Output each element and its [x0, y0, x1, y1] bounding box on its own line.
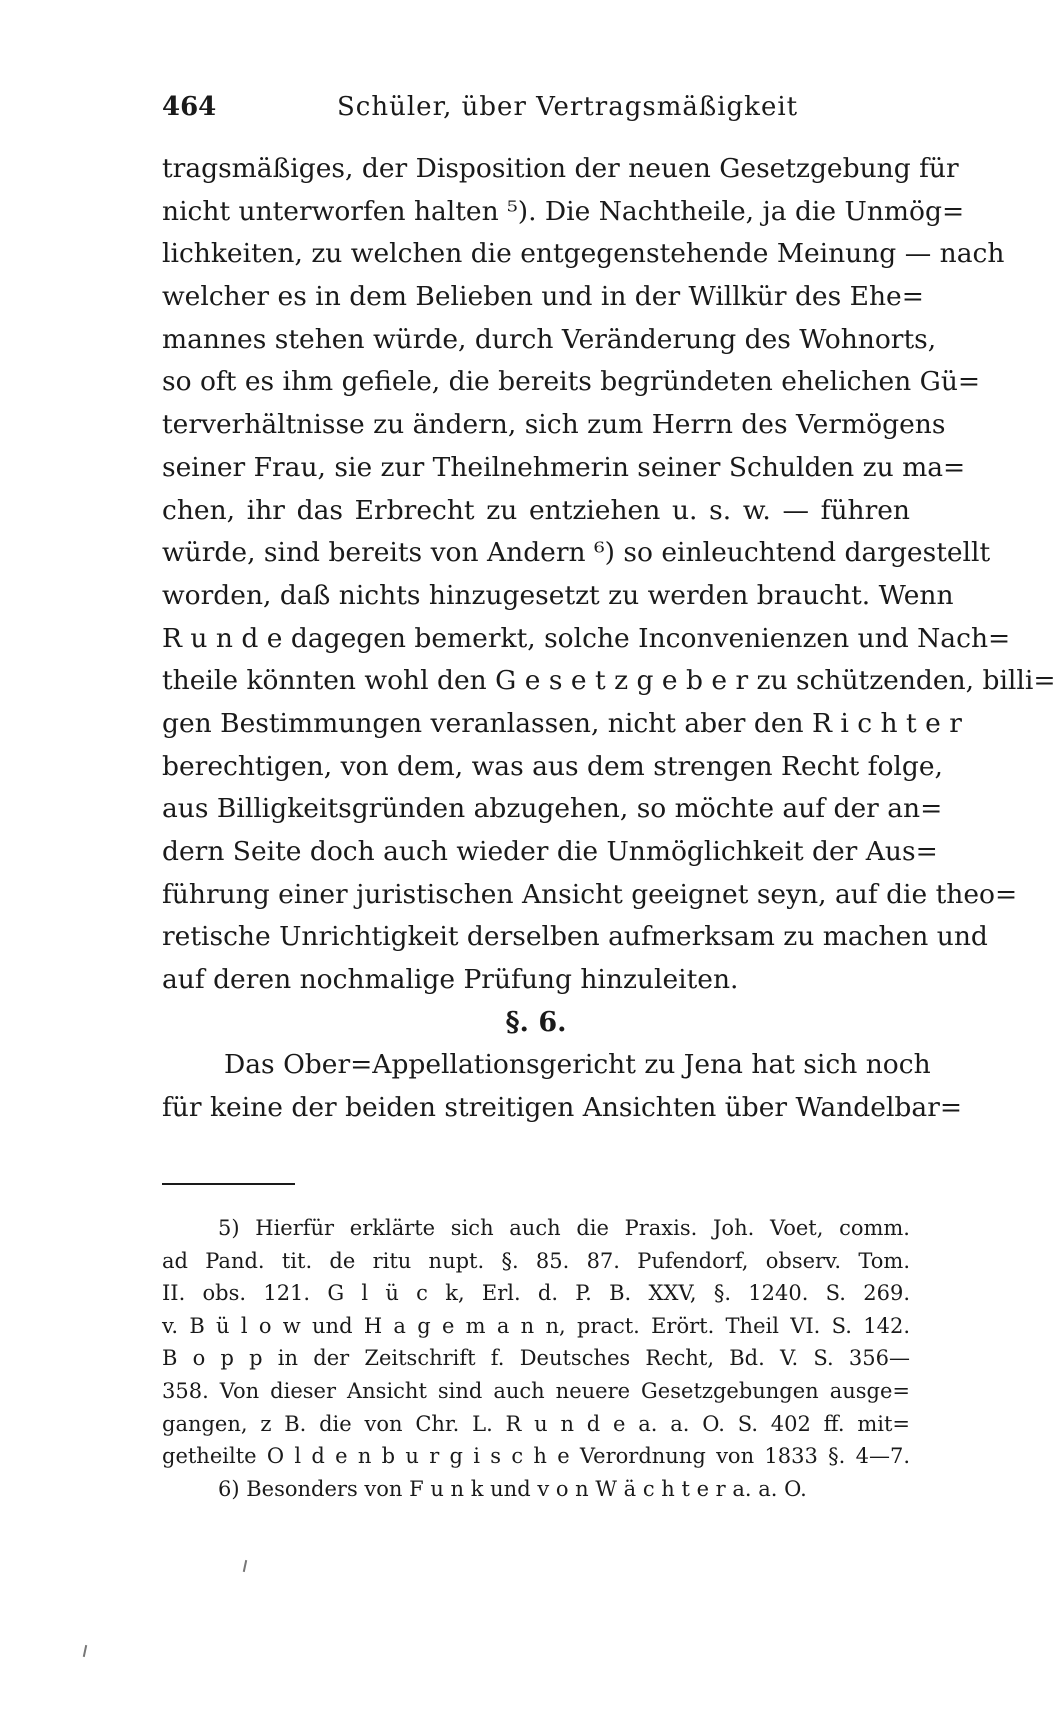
text-line: Das Ober=Appellationsgericht zu Jena hat sich noch	[224, 1049, 931, 1081]
text-line: würde, sind bereits von Andern ⁶) so einleuchtend dargestellt	[162, 537, 991, 569]
footnote-5-line: getheilte O l d e n b u r g i s c h e Verordnung von 1833 §. 4—7.	[162, 1444, 910, 1469]
text-line: R u n d e dagegen bemerkt, solche Inconvenienzen und Nach=	[162, 622, 1011, 654]
page-header	[162, 92, 799, 132]
text-line: worden, daß nichts hinzugesetzt zu werden braucht. Wenn	[162, 579, 954, 611]
footnote-5-line: II. obs. 121. G l ü c k, Erl. d. P. B. XXV, §. 1240. S. 269.	[162, 1281, 910, 1306]
text-line: dern Seite doch auch wieder die Unmöglichkeit der Aus=	[162, 836, 938, 867]
text-line: mannes stehen würde, durch Veränderung des Wohnorts,	[162, 323, 937, 355]
paper-speck	[83, 1645, 87, 1657]
text-line: seiner Frau, sie zur Theilnehmerin seiner Schulden zu ma=	[162, 451, 966, 483]
footnote-5-line: gangen, z B. die von Chr. L. R u n d e a. a. O. S. 402 ff. mit=	[162, 1411, 910, 1436]
paper-speck	[243, 1560, 247, 1572]
text-line: theile könnten wohl den G e s e t z g e b e r zu schützenden, billi=	[162, 665, 1056, 697]
page-number: 464	[162, 92, 217, 122]
text-line: welcher es in dem Belieben und in der Willkür des Ehe=	[162, 281, 924, 313]
footnotes	[162, 1212, 910, 1505]
text-line: gen Bestimmungen veranlassen, nicht aber den R i c h t e r	[162, 707, 962, 739]
text-line: chen, ihr das Erbrecht zu entziehen u. s. w. — führen	[162, 494, 910, 526]
main-text	[162, 148, 1056, 1130]
footnote-6: 6) Besonders von F u n k und v o n W ä c h t e r a. a. O.	[218, 1476, 807, 1501]
footnote-divider	[162, 1183, 295, 1185]
text-line: für keine der beiden streitigen Ansichten über Wandelbar=	[162, 1092, 963, 1124]
footnote-5-line: 358. Von dieser Ansicht sind auch neuere Gesetzgebungen ausge=	[162, 1378, 910, 1403]
running-head: Schüler, über Vertragsmäßigkeit	[337, 92, 799, 122]
footnote-5-line: B o p p in der Zeitschrift f. Deutsches Recht, Bd. V. S. 356—	[162, 1346, 910, 1371]
text-line: nicht unterworfen halten ⁵). Die Nachtheile, ja die Unmög=	[162, 195, 965, 227]
text-line: tragsmäßiges, der Disposition der neuen Gesetzgebung für	[162, 153, 959, 184]
text-line: lichkeiten, zu welchen die entgegenstehende Meinung — nach	[162, 238, 1005, 270]
text-line: berechtigen, von dem, was aus dem strengen Recht folge,	[162, 750, 943, 782]
text-line: so oft es ihm gefiele, die bereits begründeten ehelichen Gü=	[162, 366, 981, 398]
text-line: führung einer juristischen Ansicht geeignet seyn, auf die theo=	[162, 878, 1018, 910]
text-line: auf deren nochmalige Prüfung hinzuleiten.	[162, 964, 739, 996]
text-line: aus Billigkeitsgründen abzugehen, so möchte auf der an=	[162, 793, 943, 825]
text-line: retische Unrichtigkeit derselben aufmerksam zu machen und	[162, 921, 988, 953]
footnote-5-line: v. B ü l o w und H a g e m a n n, pract. Erört. Theil VI. S. 142.	[162, 1313, 910, 1338]
text-line: terverhältnisse zu ändern, sich zum Herrn des Vermögens	[162, 409, 946, 441]
footnote-5-line: 5) Hierfür erklärte sich auch die Praxis. Joh. Voet, comm.	[218, 1216, 910, 1240]
section-heading: §. 6.	[505, 1006, 567, 1038]
footnote-5-line: ad Pand. tit. de ritu nupt. §. 85. 87. Pufendorf, observ. Tom.	[162, 1248, 910, 1273]
